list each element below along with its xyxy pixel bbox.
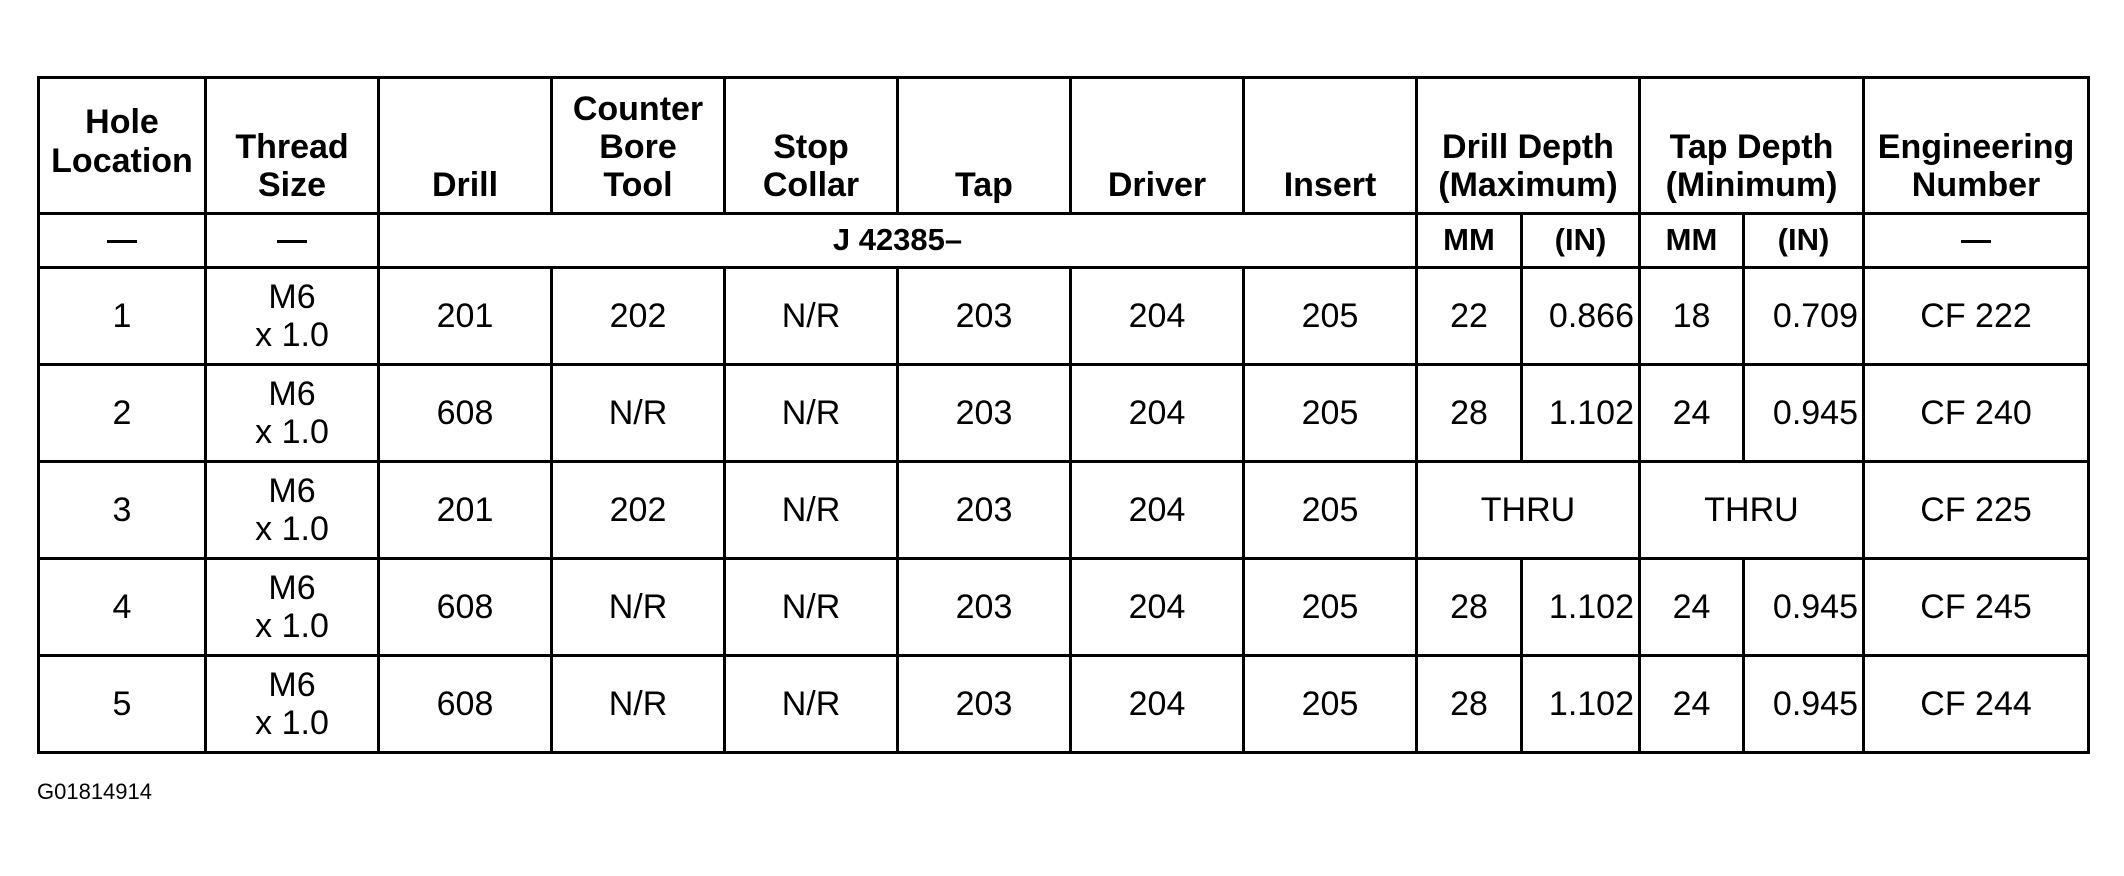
header-driver: Driver bbox=[1071, 78, 1244, 214]
hole-location-cell: 1 bbox=[39, 268, 206, 365]
engineering-number-cell: CF 244 bbox=[1864, 656, 2089, 753]
tap-cell: 203 bbox=[898, 559, 1071, 656]
thread-size-cell bbox=[206, 656, 379, 753]
hole-location-cell: 3 bbox=[39, 462, 206, 559]
drill-cell: 201 bbox=[379, 462, 552, 559]
header-line: Bore bbox=[599, 127, 677, 166]
drill-cell: 201 bbox=[379, 268, 552, 365]
thread-size-line: x 1.0 bbox=[255, 316, 329, 354]
thread-size-line: M6 bbox=[268, 568, 316, 607]
driver-cell: 204 bbox=[1071, 559, 1244, 656]
header-line: Location bbox=[51, 141, 193, 180]
insert-cell: 205 bbox=[1244, 365, 1417, 462]
tap-depth-in-cell: 0.945 bbox=[1744, 656, 1864, 753]
column-header-row bbox=[39, 78, 2089, 214]
header-counter-bore-tool bbox=[552, 78, 725, 214]
driver-cell: 204 bbox=[1071, 656, 1244, 753]
header-line: Drill Depth bbox=[1442, 127, 1614, 166]
thread-size-line: x 1.0 bbox=[255, 413, 329, 451]
table-row bbox=[39, 559, 2089, 656]
tap-depth-mm-cell: 24 bbox=[1640, 559, 1744, 656]
drill-cell: 608 bbox=[379, 656, 552, 753]
thread-size-line: x 1.0 bbox=[255, 704, 329, 742]
engineering-number-cell: CF 222 bbox=[1864, 268, 2089, 365]
tap-depth-mm-cell: 24 bbox=[1640, 656, 1744, 753]
engineering-number-cell: CF 245 bbox=[1864, 559, 2089, 656]
counter-bore-tool-cell: N/R bbox=[552, 365, 725, 462]
insert-cell: 205 bbox=[1244, 268, 1417, 365]
table-row bbox=[39, 268, 2089, 365]
header-line: Counter bbox=[572, 89, 704, 128]
header-drill-depth bbox=[1417, 78, 1640, 214]
tool-number-row bbox=[39, 214, 2089, 268]
drill-depth-mm-cell: 28 bbox=[1417, 656, 1522, 753]
stop-collar-cell: N/R bbox=[725, 462, 898, 559]
tap-cell: 203 bbox=[898, 268, 1071, 365]
header-engineering-number bbox=[1864, 78, 2089, 214]
drill-depth-in-cell: 1.102 bbox=[1522, 365, 1640, 462]
thread-size-line: x 1.0 bbox=[255, 510, 329, 548]
drill-depth-in-cell: 1.102 bbox=[1522, 656, 1640, 753]
header-line: Tool bbox=[603, 165, 673, 204]
tap-depth-in-cell: 0.709 bbox=[1744, 268, 1864, 365]
dash-mark bbox=[1961, 240, 1991, 243]
tap-depth-mm-cell: 24 bbox=[1640, 365, 1744, 462]
thread-size-line: M6 bbox=[268, 277, 316, 316]
thread-size-line: M6 bbox=[268, 374, 316, 413]
header-line: Tap Depth bbox=[1669, 127, 1834, 166]
header-line: Hole bbox=[85, 103, 159, 142]
dash-mark bbox=[277, 240, 307, 243]
header-line: Stop bbox=[773, 127, 849, 166]
drill-cell: 608 bbox=[379, 559, 552, 656]
hole-location-cell: 5 bbox=[39, 656, 206, 753]
specification-table bbox=[37, 76, 2090, 754]
table-row bbox=[39, 462, 2089, 559]
tap-depth-in-cell: 0.945 bbox=[1744, 365, 1864, 462]
tap-cell: 203 bbox=[898, 462, 1071, 559]
insert-cell: 205 bbox=[1244, 656, 1417, 753]
drill-depth-in-cell: 1.102 bbox=[1522, 559, 1640, 656]
dash-mark bbox=[107, 240, 137, 243]
tap-depth-unit-in: (IN) bbox=[1744, 214, 1864, 268]
driver-cell: 204 bbox=[1071, 365, 1244, 462]
thread-size-line: M6 bbox=[268, 665, 316, 704]
drill-depth-thru-cell: THRU bbox=[1417, 462, 1640, 559]
header-drill: Drill bbox=[379, 78, 552, 214]
tap-depth-in-cell: 0.945 bbox=[1744, 559, 1864, 656]
header-stop-collar bbox=[725, 78, 898, 214]
counter-bore-tool-cell: 202 bbox=[552, 462, 725, 559]
hole-location-cell: 4 bbox=[39, 559, 206, 656]
header-line: (Minimum) bbox=[1665, 165, 1838, 204]
table-row bbox=[39, 656, 2089, 753]
stop-collar-cell: N/R bbox=[725, 559, 898, 656]
insert-cell: 205 bbox=[1244, 559, 1417, 656]
tap-depth-mm-cell: 18 bbox=[1640, 268, 1744, 365]
tool-prefix: J 42385– bbox=[379, 214, 1417, 268]
tap-cell: 203 bbox=[898, 656, 1071, 753]
header-tap-depth bbox=[1640, 78, 1864, 214]
header-line: Size bbox=[257, 165, 327, 204]
thread-size-line: x 1.0 bbox=[255, 607, 329, 645]
thread-size-cell bbox=[206, 268, 379, 365]
counter-bore-tool-cell: N/R bbox=[552, 559, 725, 656]
stop-collar-cell: N/R bbox=[725, 656, 898, 753]
drill-depth-in-cell: 0.866 bbox=[1522, 268, 1640, 365]
drill-cell: 608 bbox=[379, 365, 552, 462]
header-line: Number bbox=[1911, 165, 2041, 204]
counter-bore-tool-cell: 202 bbox=[552, 268, 725, 365]
insert-cell: 205 bbox=[1244, 462, 1417, 559]
drill-depth-mm-cell: 28 bbox=[1417, 559, 1522, 656]
drill-depth-unit-mm: MM bbox=[1417, 214, 1522, 268]
header-thread-size bbox=[206, 78, 379, 214]
driver-cell: 204 bbox=[1071, 462, 1244, 559]
header-tap: Tap bbox=[898, 78, 1071, 214]
drill-depth-mm-cell: 28 bbox=[1417, 365, 1522, 462]
header-line: (Maximum) bbox=[1438, 165, 1618, 204]
tap-depth-unit-mm: MM bbox=[1640, 214, 1744, 268]
table-row bbox=[39, 365, 2089, 462]
counter-bore-tool-cell: N/R bbox=[552, 656, 725, 753]
tap-cell: 203 bbox=[898, 365, 1071, 462]
header-hole-location bbox=[39, 78, 206, 214]
dash-cell bbox=[1864, 214, 2089, 268]
stop-collar-cell: N/R bbox=[725, 365, 898, 462]
thread-size-cell bbox=[206, 559, 379, 656]
header-insert: Insert bbox=[1244, 78, 1417, 214]
stop-collar-cell: N/R bbox=[725, 268, 898, 365]
figure-id: G01814914 bbox=[37, 779, 152, 804]
engineering-number-cell: CF 240 bbox=[1864, 365, 2089, 462]
drill-depth-unit-in: (IN) bbox=[1522, 214, 1640, 268]
tap-depth-thru-cell: THRU bbox=[1640, 462, 1864, 559]
thread-size-line: M6 bbox=[268, 471, 316, 510]
thread-size-cell bbox=[206, 365, 379, 462]
header-line: Engineering bbox=[1877, 127, 2075, 166]
dash-cell bbox=[39, 214, 206, 268]
header-line: Thread bbox=[235, 127, 349, 166]
thread-size-cell bbox=[206, 462, 379, 559]
dash-cell bbox=[206, 214, 379, 268]
driver-cell: 204 bbox=[1071, 268, 1244, 365]
drill-depth-mm-cell: 22 bbox=[1417, 268, 1522, 365]
engineering-number-cell: CF 225 bbox=[1864, 462, 2089, 559]
header-line: Collar bbox=[762, 165, 860, 204]
hole-location-cell: 2 bbox=[39, 365, 206, 462]
